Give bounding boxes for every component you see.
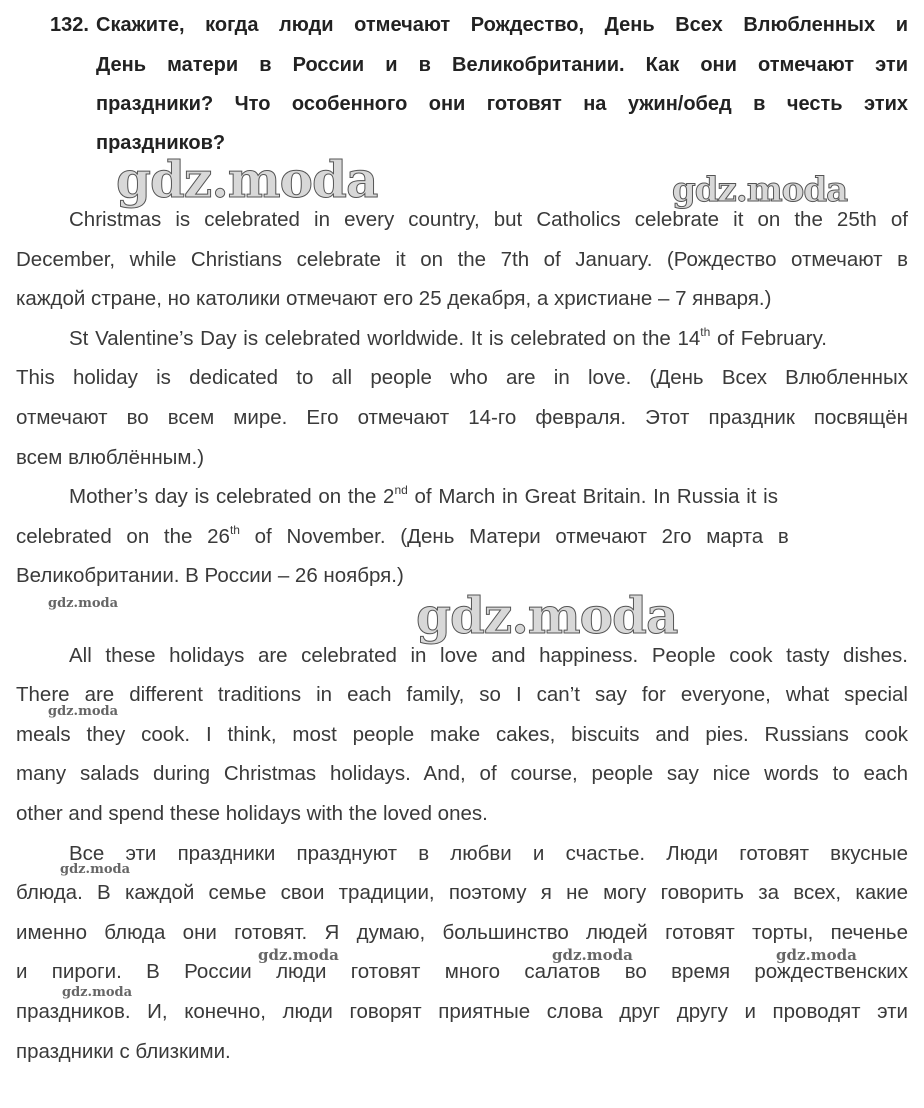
line-text: of February. (710, 326, 828, 350)
task-number: 132. (50, 14, 89, 36)
paragraph-line (16, 524, 908, 550)
paragraph-line: many salads during Christmas holidays. And, of course, people say nice words to each (16, 762, 908, 786)
paragraph-line: There are different traditions in each family, so I can’t say for everyone, what special (16, 683, 908, 707)
question-line: Скажите, когда люди отмечают Рождество, День Всех Влюбленных и (96, 14, 908, 36)
line-text: Mother’s day is celebrated on the 2 (69, 485, 395, 509)
paragraph-line: December, while Christians celebrate it on the 7th of January. (Рождество отмечают в (16, 247, 908, 271)
watermark-logo: gdz.moda (60, 862, 131, 877)
paragraph-line: каждой стране, но католики отмечают его 25 декабря, а христиане – 7 января.) (16, 287, 772, 311)
paragraph-line: именно блюда они готовят. Я думаю, большинство людей готовят торты, печенье (16, 920, 908, 944)
paragraph-line (69, 326, 908, 352)
watermark-logo: gdz.moda (672, 170, 848, 210)
paragraph-line: Christmas is celebrated in every country, but Catholics celebrate it on the 25th of (69, 208, 908, 231)
watermark-logo: gdz.moda (48, 704, 119, 719)
question-line: праздники? Что особенного они готовят на ужин/обед в честь этих (96, 93, 908, 115)
paragraph-line: всем влюблённым.) (16, 445, 205, 469)
watermark-logo: gdz.moda (552, 946, 633, 964)
paragraph-line: All these holidays are celebrated in love and happiness. People cook tasty dishes. (69, 643, 908, 667)
watermark-logo: gdz.moda (776, 946, 857, 964)
question-line: День матери в России и в Великобритании. Как они отмечают эти (96, 54, 908, 76)
paragraph-line: и пироги. В России люди готовят много салатов во время рождественских (16, 960, 908, 984)
paragraph-line: Великобритании. В России – 26 ноября.) (16, 564, 404, 588)
question-line: праздников? (96, 132, 226, 154)
line-text: St Valentine’s Day is celebrated worldwide. It is celebrated on the 14 (69, 326, 701, 350)
paragraph-line: Все эти праздники празднуют в любви и счастье. Люди готовят вкусные (69, 841, 908, 865)
paragraph-line: блюда. В каждой семье свои традиции, поэтому я не могу говорить за всех, какие (16, 881, 908, 905)
paragraph-line (69, 484, 908, 510)
watermark-logo: gdz.moda (258, 946, 339, 964)
paragraph-line: meals they cook. I think, most people make cakes, biscuits and pies. Russians cook (16, 722, 908, 746)
watermark-logo: gdz.moda (48, 596, 119, 611)
paragraph-line: праздники с близкими. (16, 1039, 231, 1063)
watermark-logo: gdz.moda (416, 586, 678, 645)
watermark-logo: gdz.moda (62, 985, 133, 1000)
paragraph-line: праздников. И, конечно, люди говорят приятные слова друг другу и проводят эти (16, 1000, 908, 1023)
ordinal-suffix: th (700, 324, 711, 339)
line-text: of November. (День Матери отмечают 2го марта в (239, 524, 789, 548)
paragraph-line: отмечают во всем мире. Его отмечают 14-го февраля. Этот праздник посвящён (16, 406, 908, 429)
watermark-logo: gdz.moda (116, 150, 378, 209)
paragraph-line: This holiday is dedicated to all people who are in love. (День Всех Влюбленных (16, 366, 908, 390)
line-text: celebrated on the 26 (16, 524, 230, 548)
ordinal-suffix: nd (394, 483, 408, 498)
line-text: of March in Great Britain. In Russia it is (407, 485, 778, 509)
paragraph-line: other and spend these holidays with the loved ones. (16, 802, 488, 825)
ordinal-suffix: th (229, 522, 240, 537)
